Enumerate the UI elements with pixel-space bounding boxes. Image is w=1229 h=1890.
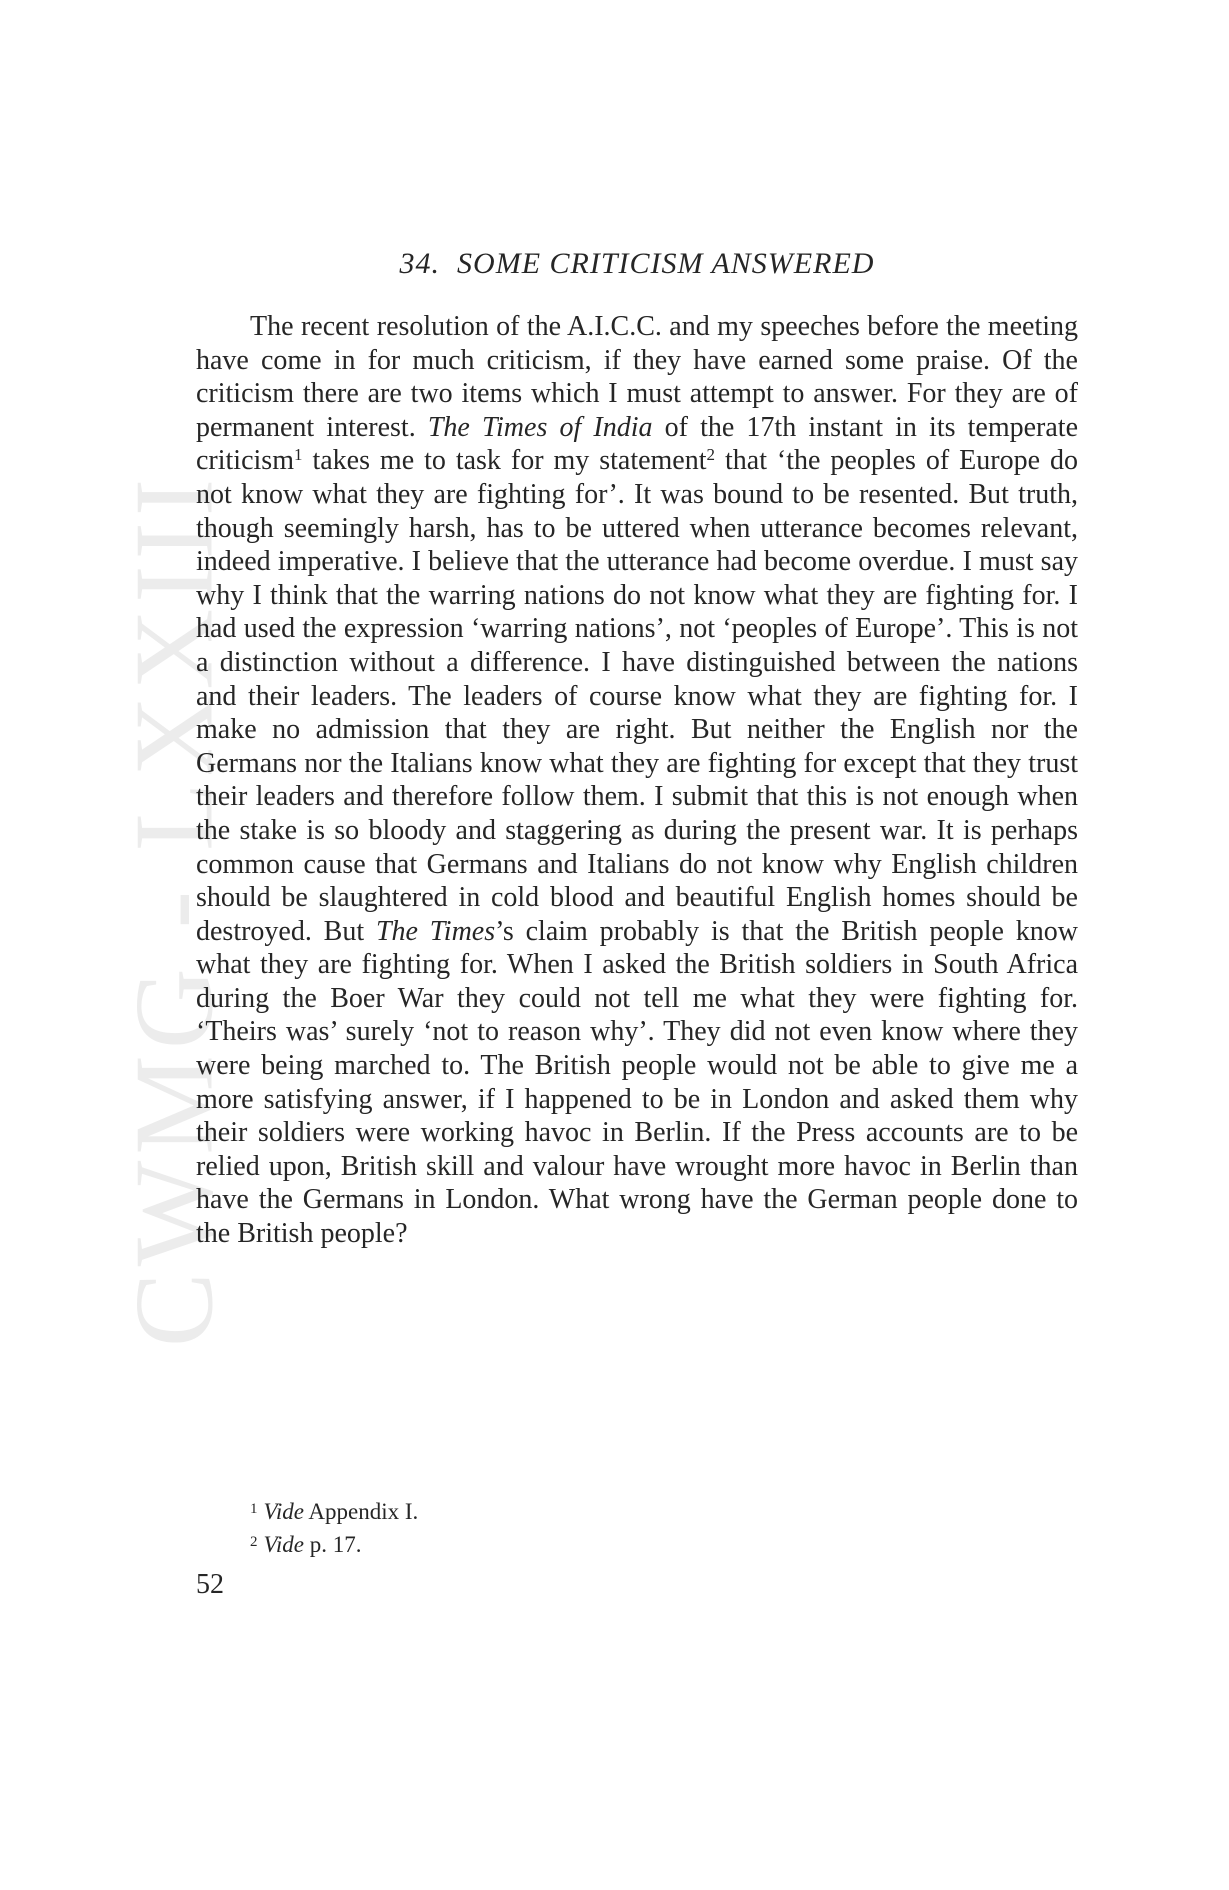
sentence-run: ’s claim probably is that the British people know what they are fighting for. When I asked the British soldiers in South Africa during the Boer War they could not tell me what they were fighting for. ‘Theirs was’ surely ‘not to reason why’. They did not even know where they were being marched to. The British people would not be able to give me a more satisfying answer, if I happened to be in London and asked them why their soldiers were working havoc in Berlin. If the Press accounts are to be relied upon, British skill and valour have wrought more havoc in Berlin than have the Germans in London. What wrong have the German people done to the British people?: [196, 915, 1079, 1250]
footnote-2: [250, 1527, 418, 1560]
article-number: 34.: [399, 247, 441, 280]
watermark-text: CWMG - LXXIII: [112, 472, 237, 1348]
publication-title: The Times of India: [427, 411, 653, 443]
article-title: SOME CRITICISM ANSWERED: [457, 247, 875, 280]
sentence-run: that ‘the peoples of Europe do not know what they are fighting for’. It was bound to be resented. But truth, though seemingly harsh, has to be uttered when utterance becomes relevant, indeed imperative. I believe that the utterance had become overdue. I must say why I think that the warring nations do not know what they are fighting for. I had used the expression ‘warring nations’, not ‘peoples of Europe’. This is not a distinction without a difference. I have distinguished between the nations and their leaders. The leaders of course know what they are fighting for. I make no admission that they are right. But neither the English nor the Germans nor the Italians know what they are fighting for except that they trust their leaders and therefore follow them. I submit that this is not enough when the stake is so bloody and staggering as during the present war. It is perhaps common cause that Germans and Italians do not know why English children should be slaughtered in cold blood and beautiful English homes should be destroyed. But: [196, 445, 1078, 947]
sentence-run: takes me to task for my statement: [302, 445, 707, 477]
sentence-run: The recent resolution of the A.I.C.C. and my speeches before the meeting have come in for much criticism, if they have earned some praise. Of the criticism there are two items which I must attempt to answer. For they are of permanent interest.: [196, 311, 1078, 443]
paragraph: [196, 310, 1078, 1251]
footnote-vide: Vide: [263, 1499, 304, 1524]
footnote-number: 2: [250, 1534, 258, 1550]
footnote-ref-2[interactable]: 2: [706, 445, 716, 465]
footnote-number: 1: [250, 1501, 258, 1517]
page-number: 52: [196, 1569, 224, 1600]
footnote-text: Appendix I.: [303, 1499, 419, 1524]
sentence-run: of the 17th instant in its temperate criticism: [196, 411, 1079, 477]
footnote-text: p. 17.: [303, 1532, 362, 1557]
footnote-vide: Vide: [263, 1532, 304, 1557]
body-text: [196, 310, 1078, 1251]
footnote-1: [250, 1494, 418, 1527]
publication-title: The Times: [375, 915, 496, 947]
footnote-ref-1[interactable]: 1: [293, 445, 303, 465]
page-title: [196, 247, 1078, 281]
footnotes: [250, 1494, 418, 1560]
